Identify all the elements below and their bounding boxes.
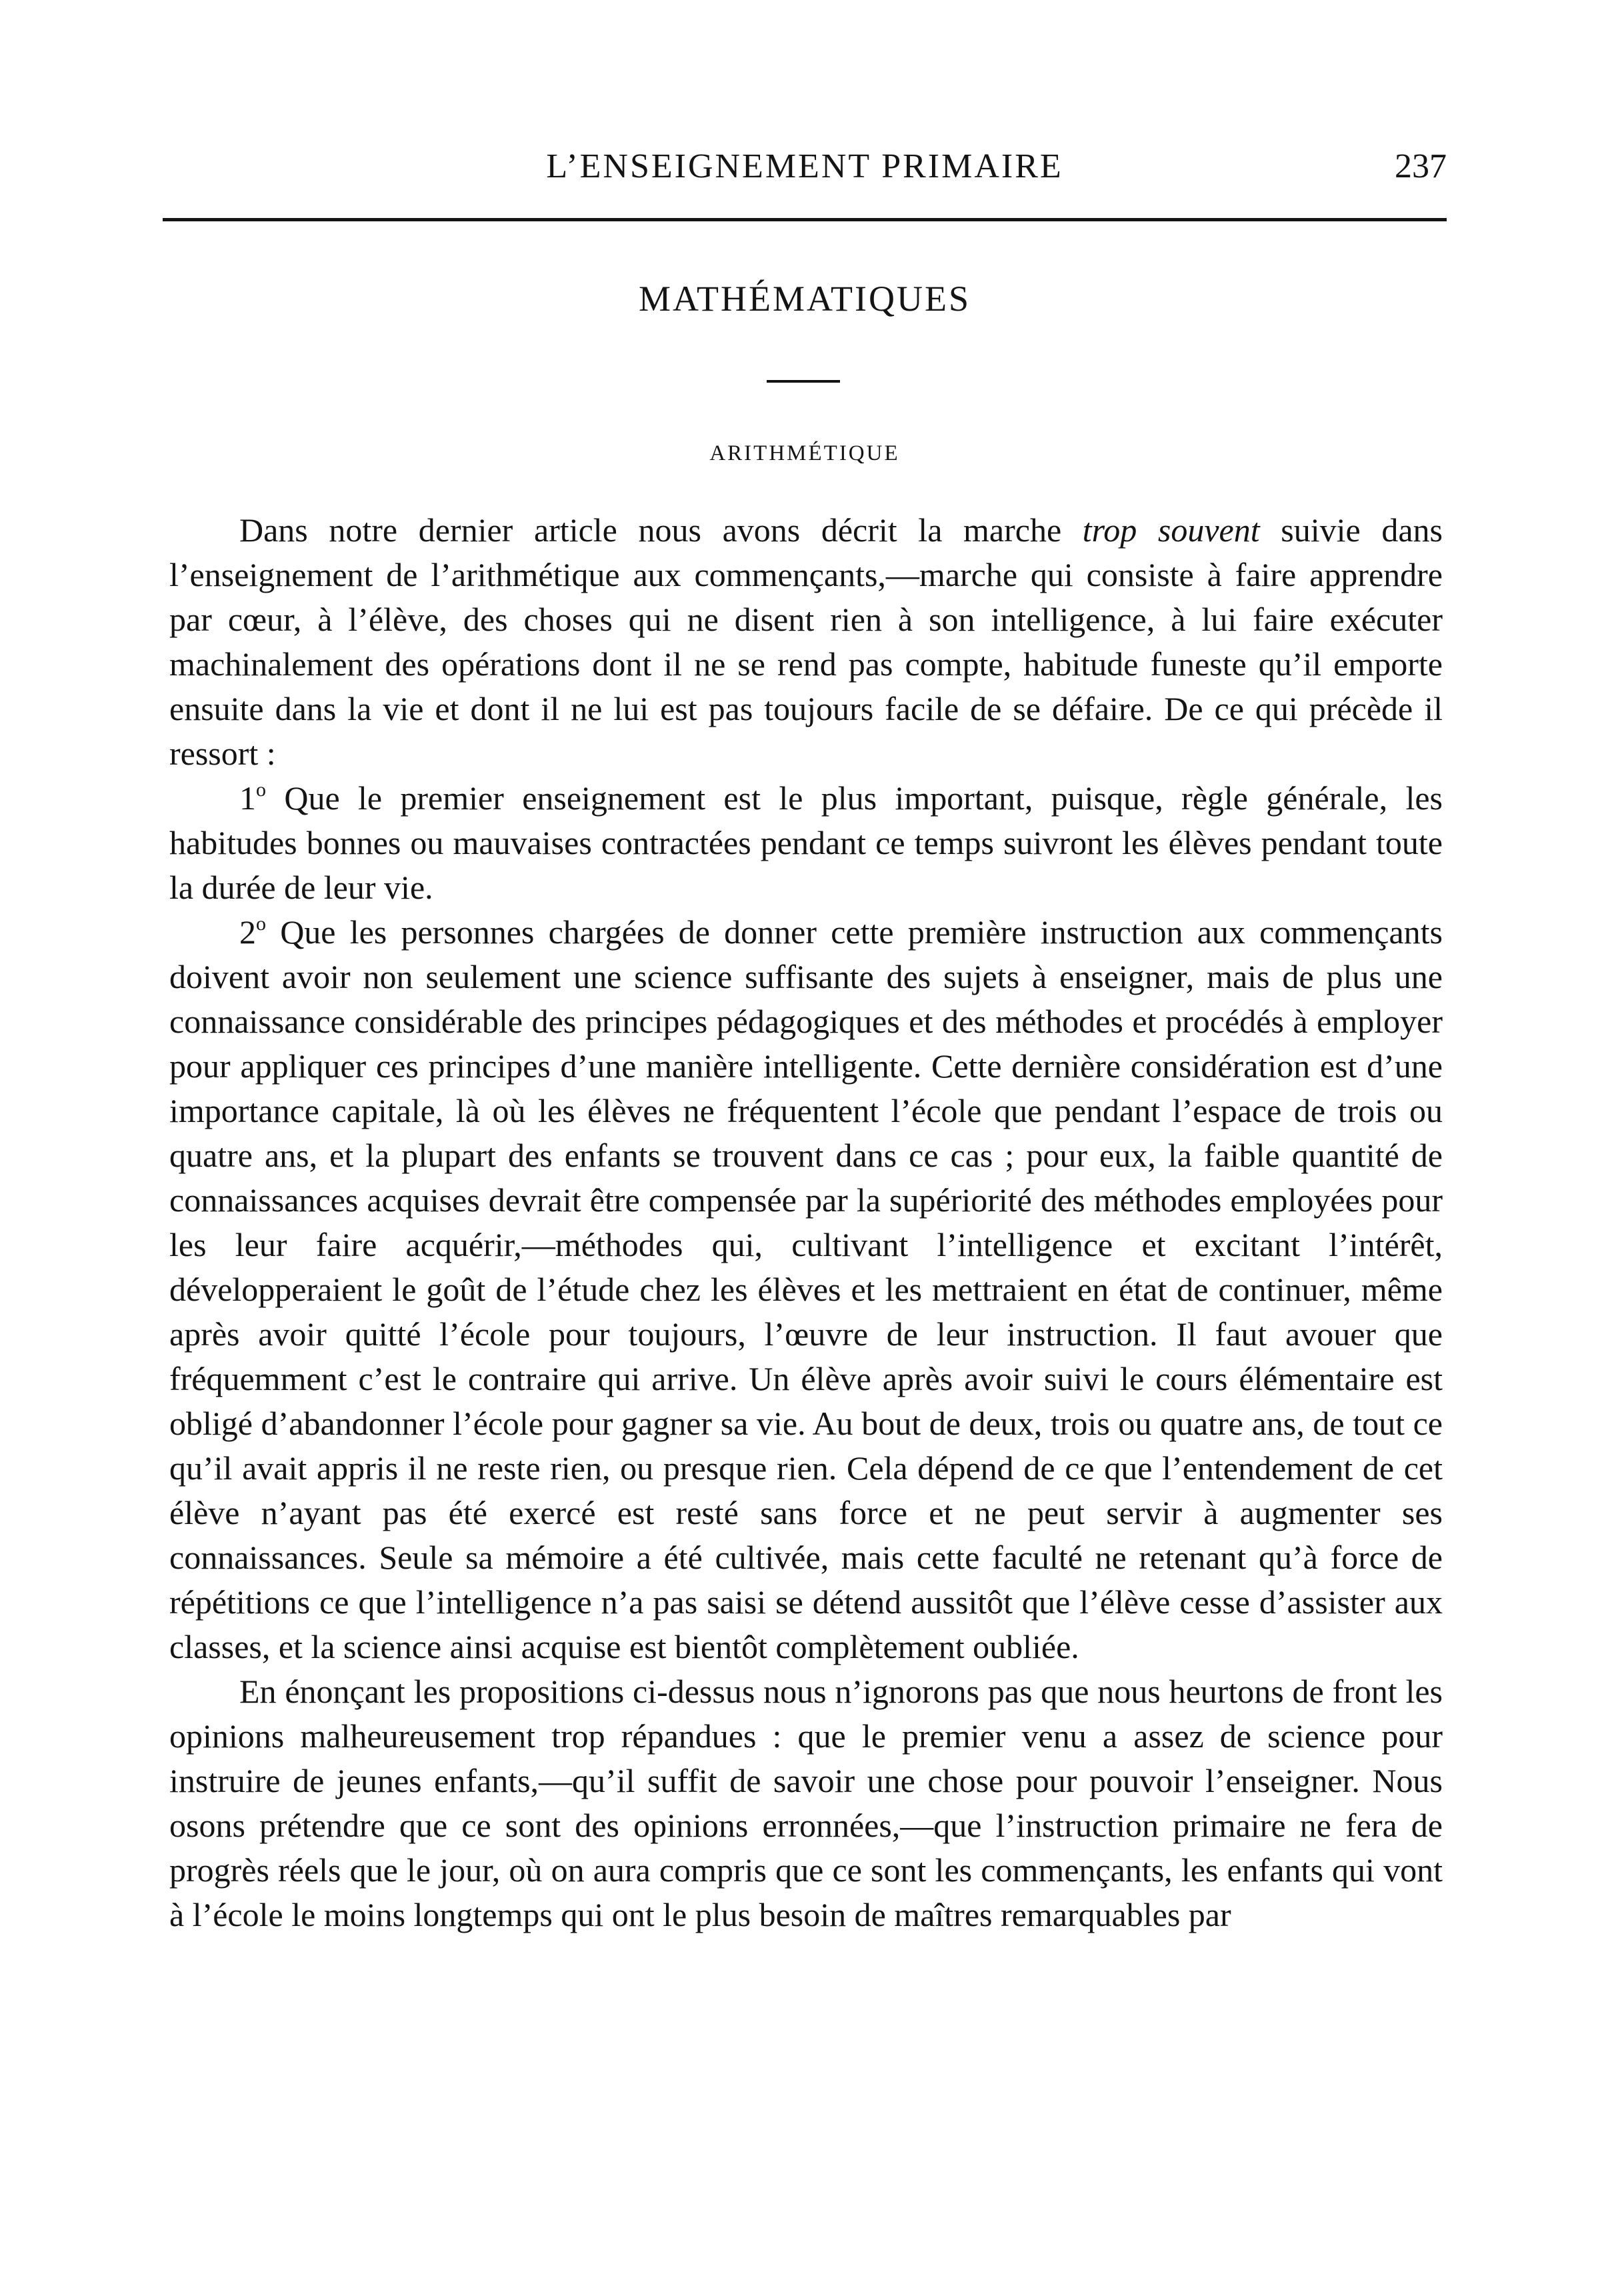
article-body: [169, 508, 1443, 1937]
paragraph-text: En énonçant les propositions ci-dessus nous n’ignorons pas que nous heurtons de front les opinions malheureusement trop répandues : que le premier venu a assez de science pour instruire de jeunes enfants,—qu’il suffit de savoir une chose pour pouvoir l’enseigner. Nous osons prétendre que ce sont des opinions erronnées,—que l’instruction primaire ne fera de progrès réels que le jour, où on aura compris que ce sont les commençants, les enfants qui vont à l’école le moins longtemps qui ont le plus besoin de maîtres remarquables par: [169, 1673, 1443, 1933]
emphasis-text: trop souvent: [1082, 511, 1260, 549]
list-number: 2: [239, 913, 256, 951]
page-number: 237: [1395, 147, 1447, 185]
subsection-title: ARITHMÉTIQUE: [709, 441, 900, 465]
paragraph: [169, 508, 1443, 776]
ordinal-marker: o: [256, 779, 266, 801]
paragraph-text: Que le premier enseignement est le plus important, puisque, règle générale, les habitudes bonnes ou mauvaises contractées pendant ce temps suivront les élèves pendant toute la durée de leur vie.: [169, 779, 1443, 906]
list-number: 1: [239, 779, 256, 817]
paragraph-text: suivie dans l’enseignement de l’arithmétique aux commençants,—marche qui consiste à faire apprendre par cœur, à l’élève, des choses qui ne disent rien à son intelligence, à lui faire exécuter machinalement des opérations dont il ne se rend pas compte, habitude funeste qu’il emporte ensuite dans la vie et dont il ne lui est pas toujours facile de se défaire. De ce qui précède il ressort :: [169, 511, 1443, 772]
paragraph-text: Dans notre dernier article nous avons décrit la marche: [239, 511, 1083, 549]
running-header: [163, 140, 1447, 207]
ordinal-marker: o: [256, 913, 266, 935]
running-title: L’ENSEIGNEMENT PRIMAIRE: [546, 147, 1063, 185]
section-divider: [767, 380, 840, 383]
paragraph: [169, 1669, 1443, 1937]
paragraph-text: Que les personnes chargées de donner cette première instruction aux commençants doivent avoir non seulement une science suffisante des sujets à enseigner, mais de plus une connaissance considérable des principes pédagogiques et des méthodes et procédés à employer pour appliquer ces principes d’une manière intelligente. Cette dernière considération est d’une importance capitale, là où les élèves ne fréquentent l’école que pendant l’espace de trois ou quatre ans, et la plupart des enfants se trouvent dans ce cas ; pour eux, la faible quantité de connaissances acquises devrait être compensée par la supériorité des méthodes employées pour les leur faire acquérir,—méthodes qui, cultivant l’intelligence et excitant l’intérêt, développeraient le goût de l’étude chez les élèves et les mettraient en état de continuer, même après avoir quitté l’école pour toujours, l’œuvre de leur instruction. Il faut avouer que fréquemment c’est le contraire qui arrive. Un élève après avoir suivi le cours élémentaire est obligé d’abandonner l’école pour gagner sa vie. Au bout de deux, trois ou quatre ans, de tout ce qu’il avait appris il ne reste rien, ou presque rien. Cela dépend de ce que l’entendement de cet élève n’ayant pas été exercé est resté sans force et ne peut servir à augmenter ses connaissances. Seule sa mémoire a été cultivée, mais cette faculté ne retenant qu’à force de répétitions ce que l’intelligence n’a pas saisi se détend aussitôt que l’élève cesse d’assister aux classes, et la science ainsi acquise est bientôt complètement oubliée.: [169, 913, 1443, 1665]
section-title: MATHÉMATIQUES: [639, 279, 971, 319]
paragraph: [169, 910, 1443, 1669]
header-rule: [163, 218, 1447, 221]
paragraph: [169, 776, 1443, 910]
